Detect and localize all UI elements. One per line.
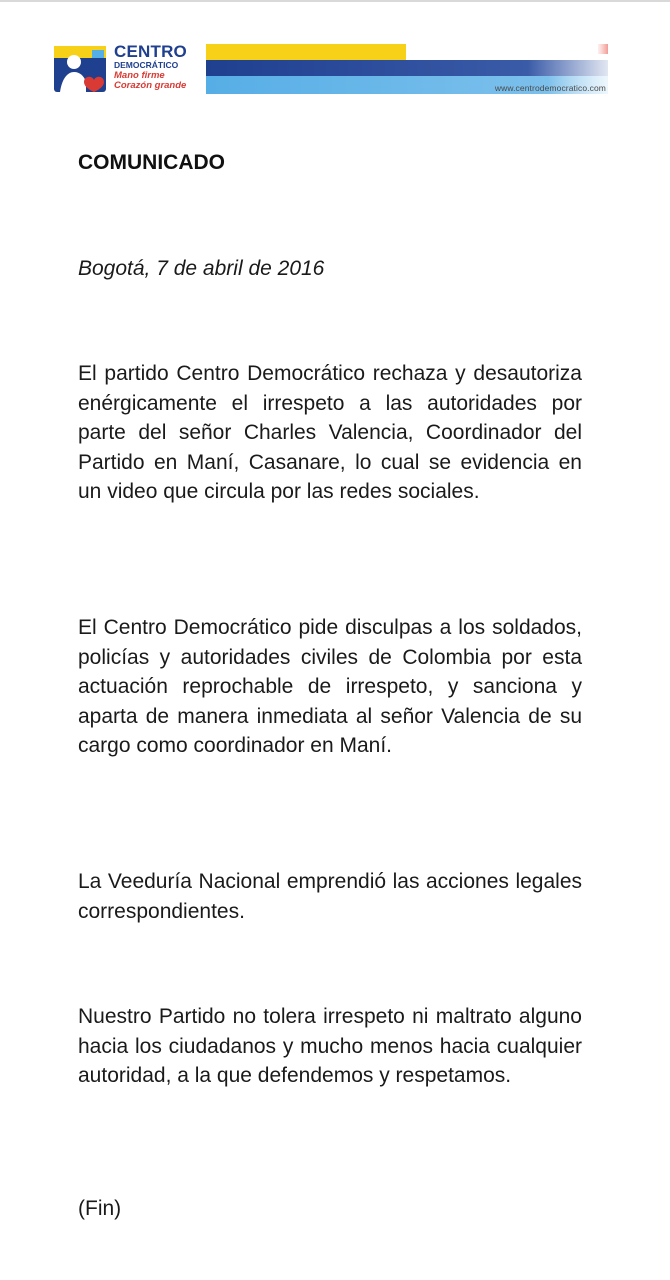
website-url: www.centrodemocratico.com bbox=[494, 83, 606, 93]
brand-block bbox=[114, 43, 214, 91]
slogan-line-1: Mano firme bbox=[114, 69, 165, 81]
paragraph-rejection: El partido Centro Democrático rechaza y desautoriza enérgicamente el irrespeto a las autoridades por parte del señor Charles Valencia, Coordinador del Partido en Maní, Casanare, lo cual se evidencia en un video que circula por las redes sociales. bbox=[78, 362, 582, 504]
document-date: Bogotá, 7 de abril de 2016 bbox=[78, 257, 325, 280]
paragraph-party-stance: Nuestro Partido no tolera irrespeto ni maltrato alguno hacia los ciudadanos y mucho menos hacia cualquier autoridad, a la que defendemos y respetamos. bbox=[78, 1005, 582, 1088]
letterhead bbox=[52, 40, 608, 98]
brand-subtitle: DEMOCRÁTICO bbox=[114, 60, 179, 70]
party-logo-icon bbox=[52, 42, 110, 96]
paragraph-apology: El Centro Democrático pide disculpas a los soldados, policías y autoridades civiles de Colombia por esta actuación reprochable de irrespeto, y sanciona y aparta de manera inmediata al señor Valencia de su cargo como coordinador en Maní. bbox=[78, 616, 582, 758]
closing-mark: (Fin) bbox=[78, 1197, 122, 1220]
brand-name: CENTRO bbox=[114, 42, 187, 61]
document-title: COMUNICADO bbox=[78, 151, 225, 174]
paragraph-legal-actions: La Veeduría Nacional emprendió las acciones legales correspondientes. bbox=[78, 870, 582, 923]
slogan-line-2: Corazón grande bbox=[114, 80, 187, 91]
top-border bbox=[0, 0, 670, 2]
